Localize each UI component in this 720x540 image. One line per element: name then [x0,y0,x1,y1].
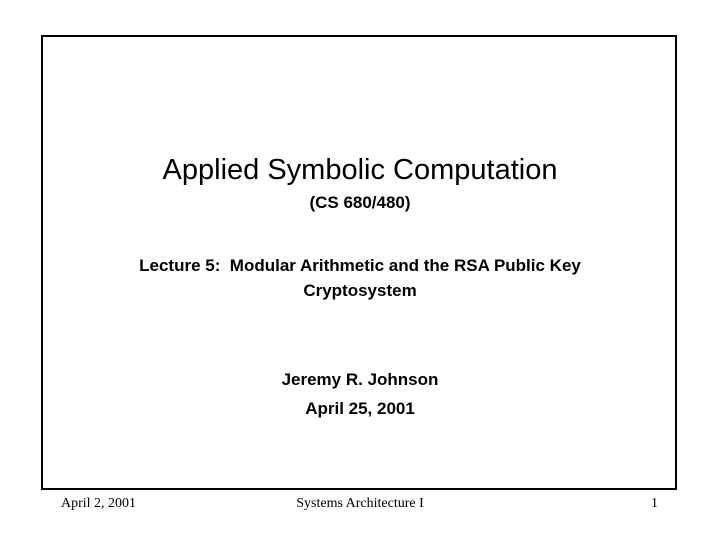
footer-date: April 2, 2001 [61,496,137,511]
lecture-title-line-1: Lecture 5: Modular Arithmetic and the RSA Public Key [139,256,581,275]
author-name: Jeremy R. Johnson [281,370,439,389]
course-code: (CS 680/480) [309,193,411,212]
lecture-title-line-2: Cryptosystem [303,281,417,300]
footer-course-name: Systems Architecture I [296,496,424,511]
footer-page-number: 1 [651,496,658,511]
lecture-date: April 25, 2001 [305,399,415,418]
author-block [0,365,720,423]
slide-title: Applied Symbolic Computation [162,154,558,186]
lecture-title [0,253,720,303]
